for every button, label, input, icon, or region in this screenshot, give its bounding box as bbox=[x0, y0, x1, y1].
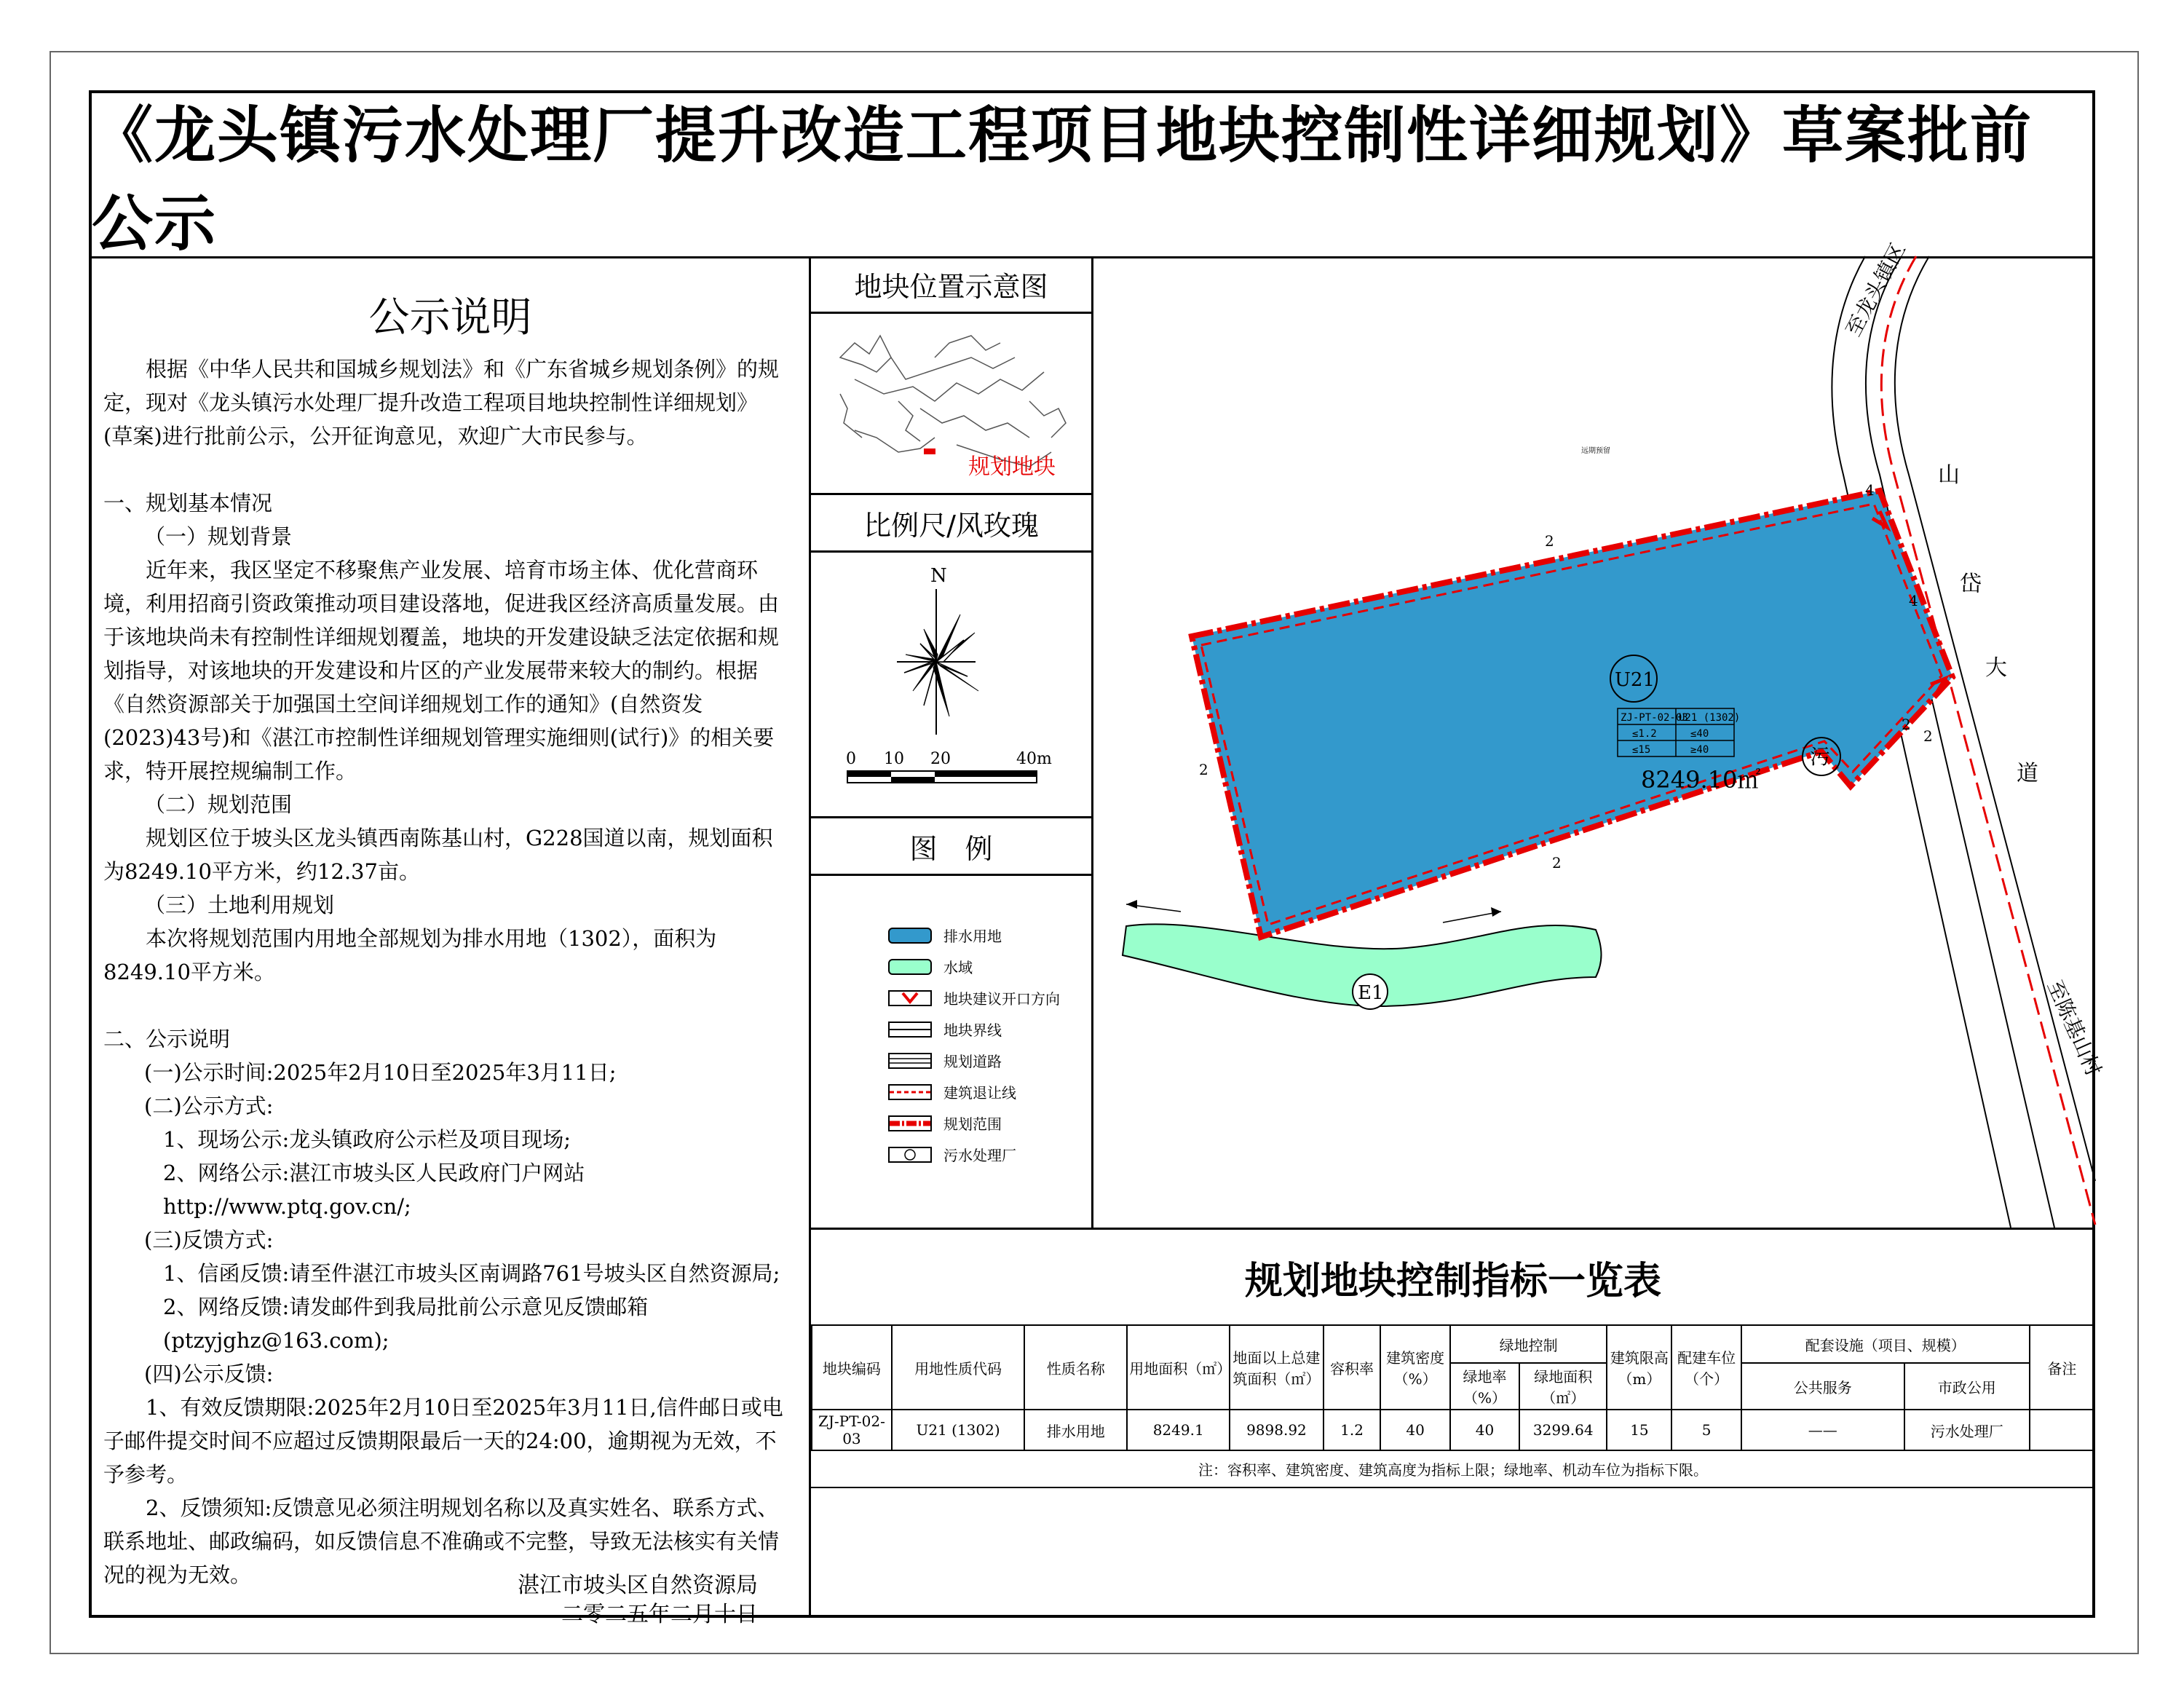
th-green: 绿地控制 bbox=[1450, 1325, 1607, 1363]
legend-item-setback bbox=[811, 1076, 1091, 1107]
site-marker bbox=[924, 449, 935, 454]
drainage-swatch bbox=[888, 928, 932, 944]
th-green-rate: 绿地率（%） bbox=[1450, 1363, 1519, 1410]
section-2d2: 2、反馈须知:反馈意见必须注明规划名称以及真实姓名、联系方式、联系地址、邮政编码，如反馈信息不准确或不完整，导致无法核实有关情况的视为无效。 bbox=[103, 1495, 780, 1587]
parcel-u21 bbox=[1192, 491, 1952, 937]
legend-label: 地块界线 bbox=[943, 1022, 1002, 1039]
notice-panel bbox=[92, 256, 811, 1627]
legend-label: 污水处理厂 bbox=[943, 1147, 1016, 1164]
legend-label: 地块建议开口方向 bbox=[943, 990, 1060, 1008]
section-1c-title: （三）土地利用规划 bbox=[144, 893, 335, 917]
section-2b1: 1、现场公示:龙头镇政府公示栏及项目现场; bbox=[163, 1127, 571, 1152]
section-1-title: 一、规划基本情况 bbox=[103, 491, 273, 515]
setback-label-2: 4 bbox=[1909, 592, 1918, 609]
section-2-title: 二、公示说明 bbox=[103, 1027, 231, 1051]
th-remark: 备注 bbox=[2030, 1325, 2094, 1410]
cell-green-rate: 40 bbox=[1450, 1410, 1519, 1450]
water-swatch bbox=[888, 959, 932, 975]
scale-tick-10: 10 bbox=[884, 750, 904, 768]
setback-label-1: 4 bbox=[1865, 481, 1875, 499]
setback-label-3: 2 bbox=[1545, 532, 1554, 550]
control-table-section bbox=[811, 1228, 2095, 1617]
th-height: 建筑限高（m） bbox=[1607, 1325, 1671, 1410]
section-2c2: 2、网络反馈:请发邮件到我局批前公示意见反馈邮箱(ptzyjghz@163.com); bbox=[163, 1295, 649, 1353]
boundary-swatch bbox=[888, 1022, 932, 1038]
setback-label-4: 2 bbox=[1199, 761, 1208, 778]
legend-label: 水域 bbox=[943, 959, 973, 976]
location-map bbox=[811, 314, 1091, 495]
cell-public: —— bbox=[1741, 1410, 1904, 1450]
legend-item-boundary bbox=[811, 1013, 1091, 1045]
info-use: U21 (1302) bbox=[1679, 712, 1741, 724]
facility-code: 污 bbox=[1810, 745, 1831, 769]
table-header-row bbox=[812, 1325, 2094, 1363]
section-1b-text: 规划区位于坡头区龙头镇西南陈基山村，G228国道以南，规划面积为8249.10平方米，约12.37亩。 bbox=[103, 826, 773, 884]
cell-gfa: 9898.92 bbox=[1230, 1410, 1324, 1450]
cell-height: 15 bbox=[1607, 1410, 1671, 1450]
page-title: 《龙头镇污水处理厂提升改造工程项目地块控制性详细规划》草案批前公示 bbox=[92, 93, 2092, 258]
info-height: ≤15 bbox=[1632, 744, 1651, 756]
location-header: 地块位置示意图 bbox=[811, 256, 1091, 314]
section-2b: (二)公示方式: bbox=[144, 1094, 274, 1118]
road-char-2: 岱 bbox=[1960, 572, 1982, 597]
wind-rose bbox=[811, 553, 1091, 816]
legend-list bbox=[811, 876, 1091, 1170]
table-title: 规划地块控制指标一览表 bbox=[1244, 1259, 1661, 1303]
setback-label-6: 2 bbox=[1902, 716, 1911, 733]
section-2d: (四)公示反馈: bbox=[144, 1362, 274, 1386]
signer: 湛江市坡头区自然资源局 bbox=[518, 1573, 758, 1598]
th-gfa: 地面以上总建筑面积（㎡） bbox=[1230, 1325, 1324, 1410]
legend-item-drainage bbox=[811, 920, 1091, 951]
table-note: 注：容积率、建筑密度、建筑高度为指标上限；绿地率、机动车位为指标下限。 bbox=[811, 1451, 2095, 1488]
notice-intro: 根据《中华人民共和国城乡规划法》和《广东省城乡规划条例》的规定，现对《龙头镇污水处理厂提升改造工程项目地块控制性详细规划》(草案)进行批前公示，公开征询意见，欢迎广大市民参与。 bbox=[103, 357, 780, 449]
th-parking: 配建车位（个） bbox=[1671, 1325, 1741, 1410]
th-use-code: 用地性质代码 bbox=[892, 1325, 1024, 1410]
cell-remark bbox=[2030, 1410, 2094, 1450]
drawing-frame bbox=[89, 90, 2106, 1627]
th-code: 地块编码 bbox=[812, 1325, 892, 1410]
setback-swatch bbox=[888, 1084, 932, 1100]
section-1b-title: （二）规划范围 bbox=[144, 792, 293, 817]
section-2a: (一)公示时间:2025年2月10日至2025年3月11日; bbox=[144, 1060, 617, 1085]
legend-item-road bbox=[811, 1045, 1091, 1076]
road-label-bottom: 至陈基山村 bbox=[2042, 976, 2106, 1080]
control-table bbox=[811, 1324, 2095, 1451]
info-column bbox=[811, 256, 1093, 1228]
water-code: E1 bbox=[1358, 982, 1384, 1004]
th-facilities: 配套设施（项目、规模） bbox=[1741, 1325, 2030, 1363]
scale-tick-0: 0 bbox=[846, 750, 856, 768]
section-1a-text: 近年来，我区坚定不移聚焦产业发展、培育市场主体、优化营商环境，利用招商引资政策推动项目建设落地，促进我区经济高质量发展。由于该地块尚未有控制性详细规划覆盖，地块的开发建设缺乏法定依据和规划指导，对该地块的开发建设和片区的产业发展带来较大的制约。根据《自然资源部关于加强国土空间详细规划工作的通知》(自然资发(2023)43号)和《湛江市控制性详细规划管理实施细则(试行)》的相关要求，特开展控规编制工作。 bbox=[103, 558, 780, 783]
road-char-1: 山 bbox=[1938, 462, 1960, 488]
site-label: 规划地块 bbox=[968, 454, 1056, 480]
legend-item-opening bbox=[811, 982, 1091, 1013]
legend-label: 规划道路 bbox=[943, 1053, 1002, 1070]
cell-far: 1.2 bbox=[1324, 1410, 1381, 1450]
legend-item-water bbox=[811, 951, 1091, 982]
road-swatch bbox=[888, 1053, 932, 1069]
site-plan-map bbox=[1093, 239, 2106, 1228]
th-public: 公共服务 bbox=[1741, 1363, 1904, 1410]
scale-bar bbox=[847, 771, 1037, 783]
th-use-name: 性质名称 bbox=[1024, 1325, 1127, 1410]
cell-code: ZJ-PT-02-03 bbox=[812, 1410, 892, 1450]
info-far: ≤1.2 bbox=[1632, 728, 1657, 740]
north-label: N bbox=[930, 565, 947, 587]
plan-range-swatch bbox=[888, 1115, 932, 1131]
scale-tick-40: 40m bbox=[1016, 750, 1052, 768]
cell-green-area: 3299.64 bbox=[1519, 1410, 1607, 1450]
cell-density: 40 bbox=[1380, 1410, 1449, 1450]
th-green-area: 绿地面积（㎡） bbox=[1519, 1363, 1607, 1410]
scale-compass bbox=[811, 553, 1091, 818]
legend-item-plant bbox=[811, 1139, 1091, 1170]
legend-label: 排水用地 bbox=[943, 928, 1002, 945]
cell-municipal: 污水处理厂 bbox=[1904, 1410, 2030, 1450]
location-sketch bbox=[811, 314, 1091, 493]
plant-symbol-icon bbox=[888, 1147, 932, 1163]
table-row bbox=[812, 1410, 2094, 1450]
legend-label: 建筑退让线 bbox=[943, 1084, 1016, 1102]
notice-heading: 公示说明 bbox=[368, 294, 532, 341]
site-plan-drawing bbox=[1093, 239, 2106, 1228]
info-green: ≥40 bbox=[1690, 744, 1709, 756]
cell-use-code: U21 (1302) bbox=[892, 1410, 1024, 1450]
section-2b2: 2、网络公示:湛江市坡头区人民政府门户网站http://www.ptq.gov.cn/; bbox=[163, 1161, 585, 1219]
road-char-3: 大 bbox=[1985, 655, 2007, 681]
reserve-label: 远期预留 bbox=[1581, 447, 1610, 455]
section-1c-text: 本次将规划范围内用地全部规划为排水用地（1302），面积为8249.10平方米。 bbox=[103, 926, 717, 984]
section-2d1: 1、有效反馈期限:2025年2月10日至2025年3月11日,信件邮日或电子邮件提交时间不应超过反馈期限最后一天的24:00，逾期视为无效，不予参考。 bbox=[103, 1395, 783, 1487]
cell-parking: 5 bbox=[1671, 1410, 1741, 1450]
parcel-code: U21 bbox=[1615, 669, 1655, 691]
section-1a-title: （一）规划背景 bbox=[144, 524, 293, 549]
parcel-area: 8249.10㎡ bbox=[1641, 766, 1761, 794]
setback-label-7: 2 bbox=[1552, 854, 1562, 872]
info-code: ZJ-PT-02-03 bbox=[1621, 712, 1688, 724]
th-municipal: 市政公用 bbox=[1904, 1363, 2030, 1410]
opening-arrow-icon bbox=[888, 990, 932, 1006]
legend-header: 图 例 bbox=[811, 818, 1091, 876]
notice-date: 二零二五年二月十日 bbox=[561, 1602, 758, 1627]
road-label-top: 至龙头镇区 bbox=[1841, 239, 1910, 341]
th-area: 用地面积（㎡） bbox=[1127, 1325, 1230, 1410]
legend-item-plan-range bbox=[811, 1107, 1091, 1139]
setback-label-5: 2 bbox=[1923, 727, 1933, 745]
legend-label: 规划范围 bbox=[943, 1115, 1002, 1133]
scale-header: 比例尺/风玫瑰 bbox=[811, 495, 1091, 553]
th-far: 容积率 bbox=[1324, 1325, 1381, 1410]
road-char-4: 道 bbox=[2017, 761, 2038, 786]
info-density: ≤40 bbox=[1690, 728, 1709, 740]
section-2c1: 1、信函反馈:请至件湛江市坡头区南调路761号坡头区自然资源局; bbox=[163, 1261, 780, 1286]
cell-use-name: 排水用地 bbox=[1024, 1410, 1127, 1450]
section-2c: (三)反馈方式: bbox=[144, 1228, 274, 1252]
scale-tick-20: 20 bbox=[930, 750, 951, 768]
cell-area: 8249.1 bbox=[1127, 1410, 1230, 1450]
th-density: 建筑密度（%） bbox=[1380, 1325, 1449, 1410]
